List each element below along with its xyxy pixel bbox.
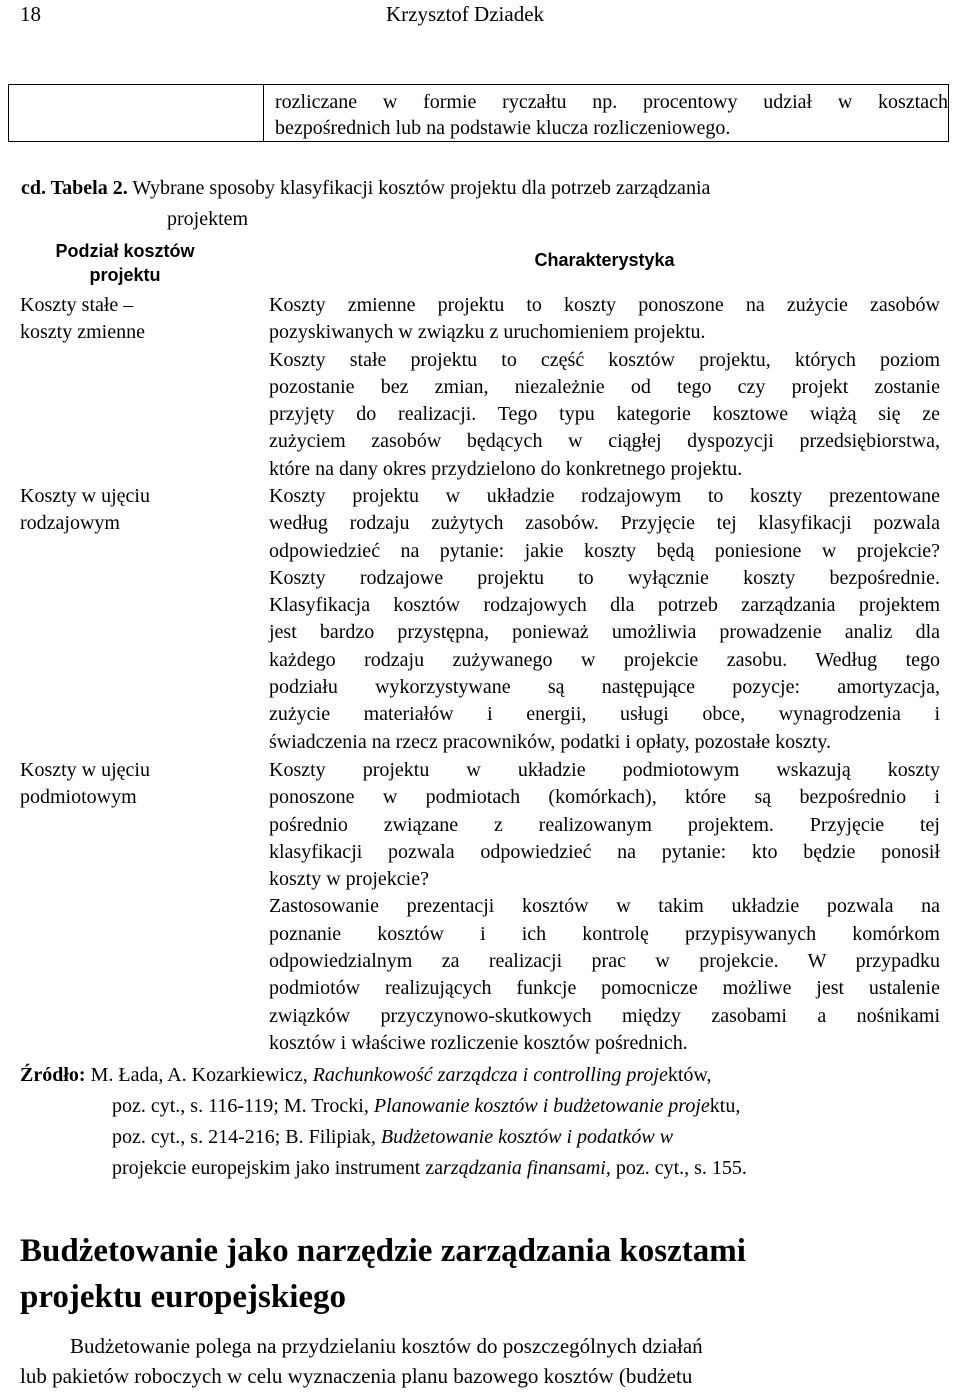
source-note: Źródło: M. Łada, A. Kozarkiewicz, Rachunkowość zarządcza i controlling projektów, poz. cyt., s. 116-119; M. Trocki, Planowanie kosztów i budżetowanie projektu, poz. cyt., s. 214-216; B. Filipiak, Budżetowanie kosztów i podatków w projekcie europejskim jako instrument zarządzania finansami, poz. cyt., s. 155. [20,1064,747,1179]
caption-title-line1: Wybrane sposoby klasyfikacji kosztów projektu dla potrzeb zarządzania [132,177,711,199]
column-header-division: Podział kosztów projektu [55,241,195,285]
fragment-text [275,89,948,141]
fragment-line: bezpośrednich lub na podstawie klucza rozliczeniowego. [275,117,731,139]
body-paragraph: Budżetowanie polega na przydzielaniu kosztów do poszczególnych działań lub pakietów roboczych w celu wyznaczenia planu bazowego kosztów (budżetu [20,1334,703,1388]
page-number: 18 [20,2,41,26]
column-divider [263,85,264,141]
row-label-by-entity: Koszty w ujęciu podmiotowym [20,759,150,808]
page-header [0,0,960,34]
row-text-fixed-variable: Koszty zmienne projektu to koszty ponoszone na zużycie zasobów pozyskiwanych w związku z uruchomieniem projektu. Koszty stałe projektu to część kosztów projektu, których poziom pozostanie bez zmian, niezależnie od tego czy projekt zostanie przyjęty do realizacji. Tego typu kategorie kosztowe wiążą się ze zużyciem zasobów będących w ciągłej dyspozycji przedsiębiorstwa, które na dany okres przydzielono do konkretnego projektu. [269,294,940,480]
column-header-characteristic: Charakterystyka [534,250,675,270]
row-label-by-type: Koszty w ujęciu rodzajowym [20,485,150,534]
row-label-fixed-variable: Koszty stałe – koszty zmienne [20,294,145,343]
source-label: Źródło: [20,1064,86,1086]
caption-prefix: cd. Tabela 2. [21,177,128,199]
row-text-by-entity: Koszty projektu w układzie podmiotowym wskazują koszty ponoszone w podmiotach (komórkach), które są bezpośrednio i pośrednio związane z realizowanym projektem. Przyjęcie tej klasyfikacji pozwala odpowiedzieć na pytanie: kto będzie ponosił koszty w projekcie? Zastosowanie prezentacji kosztów w takim układzie pozwala na poznanie kosztów i ich kontrolę przypisywanych komórkom odpowiedzialnym za realizacji prac w projekcie. W przypadku podmiotów realizujących funkcje pomocnicze możliwe jest ustalenie związków przyczynowo-skutkowych między zasobami a nośnikami kosztów i właściwe rozliczenie kosztów pośrednich. [269,759,940,1054]
caption-title-line2: projektem [167,208,249,230]
continued-table-fragment [8,84,949,142]
fragment-line: rozliczane w formie ryczałtu np. procentowy udział w kosztach [275,91,948,113]
running-head-author: Krzysztof Dziadek [386,2,545,26]
section-heading: Budżetowanie jako narzędzie zarządzania kosztami projektu europejskiego [20,1233,746,1315]
row-text-by-type: Koszty projektu w układzie rodzajowym to koszty prezentowane według rodzaju zużytych zasobów. Przyjęcie tej klasyfikacji pozwala odpowiedzieć na pytanie: jakie koszty będą poniesione w projekcie? Koszty rodzajowe projektu to wyłącznie koszty bezpośrednie. Klasyfikacja kosztów rodzajowych dla potrzeb zarządzania projektem jest bardzo przystępna, ponieważ umożliwia prowadzenie analiz dla każdego rodzaju zużywanego w projekcie zasobu. Według tego podziału wykorzystywane są następujące pozycje: amortyzacja, zużycie materiałów i energii, usługi obce, wynagrodzenia i świadczenia na rzecz pracowników, podatki i opłaty, pozostałe koszty. [269,485,940,753]
